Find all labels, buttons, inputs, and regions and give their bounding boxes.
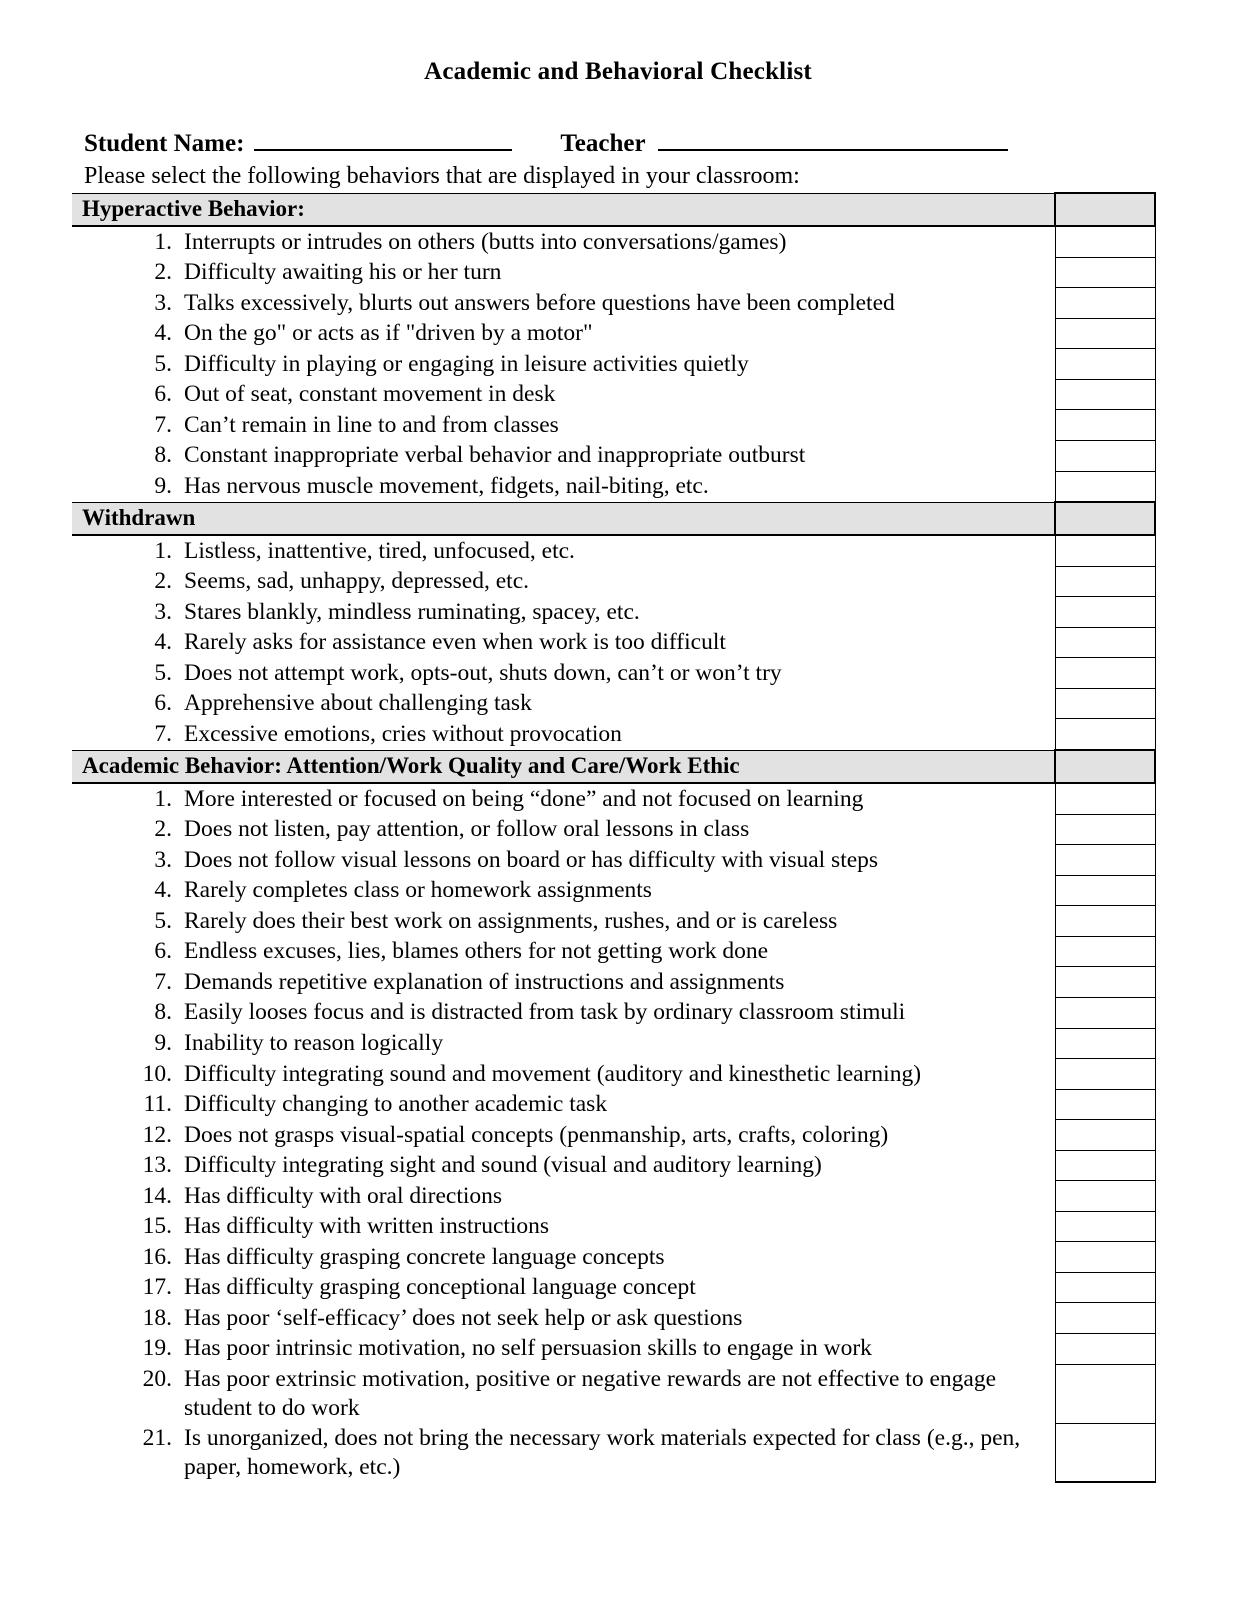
item-text-cell xyxy=(72,1028,1055,1059)
item-line xyxy=(72,350,1049,379)
item-line xyxy=(72,380,1049,409)
item-text-cell xyxy=(72,845,1055,876)
item-label: On the go" or acts as if "driven by a motor" xyxy=(184,320,593,347)
item-text-cell xyxy=(72,1333,1055,1364)
item-line xyxy=(72,1029,1049,1058)
item-label: Endless excuses, lies, blames others for not getting work done xyxy=(184,938,769,965)
item-line xyxy=(72,411,1049,440)
item-label: Difficulty integrating sight and sound (visual and auditory learning) xyxy=(184,1152,822,1179)
item-number: 3. xyxy=(154,289,172,316)
item-number: 1. xyxy=(154,537,172,564)
item-number: 9. xyxy=(154,1030,172,1056)
item-text-cell xyxy=(72,688,1055,719)
checklist-item-row xyxy=(72,257,1155,288)
item-number: 9. xyxy=(154,473,172,499)
item-line xyxy=(72,441,1049,470)
item-label: Seems, sad, unhappy, depressed, etc. xyxy=(184,568,530,595)
checklist-item-row xyxy=(72,566,1155,597)
item-line xyxy=(72,258,1049,287)
item-number: 17. xyxy=(142,1274,172,1301)
item-number: 18. xyxy=(142,1304,172,1331)
checklist-item-row xyxy=(72,410,1155,441)
item-line xyxy=(72,567,1049,596)
checklist-item-row xyxy=(72,1150,1155,1181)
item-label: Can’t remain in line to and from classes xyxy=(184,411,559,438)
item-checkbox-cell[interactable] xyxy=(1055,1333,1155,1364)
item-text-cell xyxy=(72,1211,1055,1242)
item-label: Out of seat, constant movement in desk xyxy=(184,381,556,408)
item-line xyxy=(72,1090,1049,1119)
item-text-cell xyxy=(72,1272,1055,1303)
item-line xyxy=(72,1212,1049,1241)
checklist-item-row xyxy=(72,471,1155,502)
item-text-cell xyxy=(72,997,1055,1028)
checklist-item-row xyxy=(72,627,1155,658)
item-text-cell xyxy=(72,1059,1055,1090)
item-text-cell xyxy=(72,1364,1055,1423)
checklist-item-row xyxy=(72,1272,1155,1303)
item-text-cell xyxy=(72,226,1055,258)
item-checkbox-cell[interactable] xyxy=(1055,1089,1155,1120)
item-checkbox-cell[interactable] xyxy=(1055,936,1155,967)
item-text-cell xyxy=(72,814,1055,845)
item-text-cell xyxy=(72,875,1055,906)
item-checkbox-cell[interactable] xyxy=(1055,906,1155,937)
section-header-checkbox-cell[interactable] xyxy=(1055,750,1155,783)
section-header-checkbox-cell[interactable] xyxy=(1055,193,1155,226)
item-checkbox-cell[interactable] xyxy=(1055,471,1155,502)
checklist-item-row xyxy=(72,535,1155,567)
item-number: 3. xyxy=(154,846,172,873)
item-label: Interrupts or intrudes on others (butts into conversations/games) xyxy=(184,228,787,255)
item-text-cell xyxy=(72,288,1055,319)
item-number: 1. xyxy=(154,785,172,812)
item-label: Has difficulty with oral directions xyxy=(184,1182,503,1209)
item-label: Demands repetitive explanation of instructions and assignments xyxy=(184,968,785,995)
item-line xyxy=(72,876,1049,905)
item-label: Rarely completes class or homework assignments xyxy=(184,877,652,904)
item-checkbox-cell[interactable] xyxy=(1055,1303,1155,1334)
item-checkbox-cell[interactable] xyxy=(1055,1423,1155,1482)
item-line xyxy=(72,659,1049,688)
item-checkbox-cell[interactable] xyxy=(1055,349,1155,380)
item-text-cell xyxy=(72,440,1055,471)
item-checkbox-cell[interactable] xyxy=(1055,783,1155,815)
item-checkbox-cell[interactable] xyxy=(1055,1059,1155,1090)
item-text-cell xyxy=(72,1120,1055,1151)
checklist-item-row xyxy=(72,1211,1155,1242)
item-label: Has poor ‘self-efficacy’ does not seek help or ask questions xyxy=(184,1304,743,1331)
item-number: 2. xyxy=(154,568,172,595)
item-line xyxy=(72,689,1049,718)
item-line xyxy=(72,598,1049,627)
item-number: 7. xyxy=(154,411,172,438)
item-number: 15. xyxy=(142,1213,172,1240)
item-line xyxy=(72,1060,1049,1089)
item-label: Excessive emotions, cries without provocation xyxy=(184,720,622,747)
item-text-cell xyxy=(72,936,1055,967)
item-number: 1. xyxy=(154,228,172,255)
instruction-text: Please select the following behaviors that are displayed in your classroom: xyxy=(84,163,800,189)
item-checkbox-cell[interactable] xyxy=(1055,1211,1155,1242)
item-checkbox-cell[interactable] xyxy=(1055,1150,1155,1181)
item-line xyxy=(72,1121,1049,1150)
section-header-checkbox-cell[interactable] xyxy=(1055,502,1155,535)
item-number: 8. xyxy=(154,999,172,1026)
item-text-cell xyxy=(72,1089,1055,1120)
item-label: Has poor intrinsic motivation, no self persuasion skills to engage in work xyxy=(184,1335,872,1362)
item-label: Difficulty integrating sound and movement (auditory and kinesthetic learning) xyxy=(184,1060,922,1087)
item-checkbox-cell[interactable] xyxy=(1055,845,1155,876)
section-header-row xyxy=(72,750,1155,783)
item-checkbox-cell[interactable] xyxy=(1055,1028,1155,1059)
section-header-row xyxy=(72,502,1155,535)
item-checkbox-cell[interactable] xyxy=(1055,410,1155,441)
item-label: More interested or focused on being “done” and not focused on learning xyxy=(184,785,864,812)
checklist-item-row xyxy=(72,1333,1155,1364)
item-number: 13. xyxy=(142,1152,172,1179)
checklist-item-row xyxy=(72,658,1155,689)
item-line xyxy=(72,628,1049,657)
item-label: Inability to reason logically xyxy=(184,1030,444,1056)
item-number: 2. xyxy=(154,816,172,843)
item-checkbox-cell[interactable] xyxy=(1055,566,1155,597)
item-line xyxy=(72,289,1049,318)
item-checkbox-cell[interactable] xyxy=(1055,967,1155,998)
item-text-cell xyxy=(72,1242,1055,1273)
item-line xyxy=(72,472,1049,501)
checklist-item-row xyxy=(72,875,1155,906)
item-number: 6. xyxy=(154,381,172,408)
checklist-item-row xyxy=(72,597,1155,628)
item-number: 5. xyxy=(154,907,172,934)
item-line xyxy=(72,907,1049,936)
item-checkbox-cell[interactable] xyxy=(1055,1120,1155,1151)
checklist-item-row xyxy=(72,845,1155,876)
item-text-cell xyxy=(72,471,1055,502)
checklist-item-row xyxy=(72,783,1155,815)
section-heading: Withdrawn xyxy=(72,502,1055,535)
item-line xyxy=(72,846,1049,875)
identity-line xyxy=(84,127,1144,159)
item-text-cell xyxy=(72,597,1055,628)
item-line xyxy=(72,1243,1049,1272)
item-line xyxy=(72,319,1049,348)
item-line xyxy=(72,998,1049,1027)
checklist-item-row xyxy=(72,226,1155,258)
item-checkbox-cell[interactable] xyxy=(1055,379,1155,410)
item-label: Stares blankly, mindless ruminating, spacey, etc. xyxy=(184,598,640,625)
checklist-item-row xyxy=(72,1059,1155,1090)
item-number: 6. xyxy=(154,938,172,965)
checklist-item-row xyxy=(72,318,1155,349)
item-checkbox-cell[interactable] xyxy=(1055,440,1155,471)
item-line xyxy=(72,1151,1049,1180)
item-label: Rarely asks for assistance even when work is too difficult xyxy=(184,629,726,656)
item-label: Difficulty awaiting his or her turn xyxy=(184,259,502,286)
item-number: 5. xyxy=(154,350,172,377)
item-text-cell xyxy=(72,658,1055,689)
item-checkbox-cell[interactable] xyxy=(1055,814,1155,845)
item-text-cell xyxy=(72,967,1055,998)
checklist-item-row xyxy=(72,1303,1155,1334)
item-text-cell xyxy=(72,627,1055,658)
item-checkbox-cell[interactable] xyxy=(1055,688,1155,719)
item-text-cell xyxy=(72,318,1055,349)
item-number: 21. xyxy=(142,1425,172,1452)
item-checkbox-cell[interactable] xyxy=(1055,1242,1155,1273)
item-number: 4. xyxy=(154,320,172,347)
item-text-cell xyxy=(72,535,1055,567)
teacher-label: Teacher xyxy=(560,130,646,157)
item-label: Difficulty changing to another academic task xyxy=(184,1091,608,1118)
section-heading: Academic Behavior: Attention/Work Quality and Care/Work Ethic xyxy=(72,750,1055,783)
item-number: 14. xyxy=(142,1182,172,1209)
checklist-item-row xyxy=(72,440,1155,471)
item-number: 3. xyxy=(154,598,172,625)
item-label: Does not follow visual lessons on board or has difficulty with visual steps xyxy=(184,846,879,873)
checklist-item-row xyxy=(72,688,1155,719)
checklist-item-row xyxy=(72,814,1155,845)
item-text-cell xyxy=(72,1181,1055,1212)
item-number: 12. xyxy=(142,1121,172,1148)
item-label: Has difficulty with written instructions xyxy=(184,1213,550,1240)
item-line xyxy=(72,1182,1049,1211)
item-label: Has nervous muscle movement, fidgets, nail-biting, etc. xyxy=(184,473,709,499)
item-line xyxy=(72,968,1049,997)
item-number: 4. xyxy=(154,629,172,656)
item-label: Has poor extrinsic motivation, positive or negative rewards are not effective to engage student to do work xyxy=(184,1366,997,1421)
item-number: 11. xyxy=(143,1091,172,1118)
item-label: Constant inappropriate verbal behavior and inappropriate outburst xyxy=(184,442,806,469)
checklist-item-row xyxy=(72,288,1155,319)
item-label: Does not listen, pay attention, or follow oral lessons in class xyxy=(184,816,750,843)
item-label: Difficulty in playing or engaging in leisure activities quietly xyxy=(184,350,749,377)
checklist-body xyxy=(72,193,1155,1482)
item-number: 7. xyxy=(154,720,172,747)
item-line xyxy=(72,937,1049,966)
item-line xyxy=(72,1334,1049,1363)
item-line xyxy=(72,720,1049,749)
item-text-cell xyxy=(72,566,1055,597)
checklist-item-row xyxy=(72,967,1155,998)
item-label: Talks excessively, blurts out answers before questions have been completed xyxy=(184,289,895,316)
item-checkbox-cell[interactable] xyxy=(1055,1181,1155,1212)
checklist-item-row xyxy=(72,1423,1155,1482)
item-line xyxy=(72,1273,1049,1302)
item-label: Rarely does their best work on assignments, rushes, and or is careless xyxy=(184,907,838,934)
item-checkbox-cell[interactable] xyxy=(1055,226,1155,258)
item-number: 6. xyxy=(154,690,172,717)
item-text-cell xyxy=(72,783,1055,815)
item-number: 7. xyxy=(154,968,172,995)
item-checkbox-cell[interactable] xyxy=(1055,288,1155,319)
item-number: 20. xyxy=(142,1366,172,1393)
checklist-item-row xyxy=(72,349,1155,380)
item-label: Does not attempt work, opts-out, shuts down, can’t or won’t try xyxy=(184,659,782,686)
item-checkbox-cell[interactable] xyxy=(1055,997,1155,1028)
item-checkbox-cell[interactable] xyxy=(1055,719,1155,750)
item-text-cell xyxy=(72,1150,1055,1181)
item-checkbox-cell[interactable] xyxy=(1055,658,1155,689)
item-checkbox-cell[interactable] xyxy=(1055,597,1155,628)
item-checkbox-cell[interactable] xyxy=(1055,1364,1155,1423)
item-label: Has difficulty grasping conceptional language concept xyxy=(184,1274,696,1301)
item-number: 8. xyxy=(154,442,172,469)
item-number: 2. xyxy=(154,259,172,286)
item-checkbox-cell[interactable] xyxy=(1055,535,1155,567)
item-line xyxy=(72,785,1049,814)
checklist-item-row xyxy=(72,1364,1155,1423)
item-text-cell xyxy=(72,257,1055,288)
item-text-cell xyxy=(72,719,1055,750)
item-label: Is unorganized, does not bring the necessary work materials expected for class (e.g., pen, paper, homework, etc.) xyxy=(184,1425,1021,1480)
item-number: 16. xyxy=(142,1243,172,1270)
item-label: Apprehensive about challenging task xyxy=(184,690,532,717)
item-text-cell xyxy=(72,1303,1055,1334)
item-checkbox-cell[interactable] xyxy=(1055,627,1155,658)
checklist-item-row xyxy=(72,1028,1155,1059)
checklist-item-row xyxy=(72,1242,1155,1273)
page-title: Academic and Behavioral Checklist xyxy=(424,58,812,85)
teacher-input[interactable] xyxy=(658,127,1008,151)
section-header-row xyxy=(72,193,1155,226)
item-checkbox-cell[interactable] xyxy=(1055,318,1155,349)
item-number: 4. xyxy=(154,877,172,904)
checklist-item-row xyxy=(72,719,1155,750)
item-text-cell xyxy=(72,349,1055,380)
checklist-item-row xyxy=(72,1089,1155,1120)
item-line xyxy=(72,815,1049,844)
item-label: Easily looses focus and is distracted from task by ordinary classroom stimuli xyxy=(184,999,906,1026)
item-number: 10. xyxy=(142,1060,172,1087)
checklist-item-row xyxy=(72,936,1155,967)
item-line xyxy=(72,1424,1049,1481)
checklist-item-row xyxy=(72,1120,1155,1151)
item-checkbox-cell[interactable] xyxy=(1055,1272,1155,1303)
item-checkbox-cell[interactable] xyxy=(1055,875,1155,906)
checklist-item-row xyxy=(72,1181,1155,1212)
item-number: 5. xyxy=(154,659,172,686)
item-text-cell xyxy=(72,410,1055,441)
item-text-cell xyxy=(72,1423,1055,1482)
item-text-cell xyxy=(72,379,1055,410)
item-text-cell xyxy=(72,906,1055,937)
item-line xyxy=(72,228,1049,257)
section-heading: Hyperactive Behavior: xyxy=(72,193,1055,226)
item-label: Does not grasps visual-spatial concepts (penmanship, arts, crafts, coloring) xyxy=(184,1121,889,1148)
checklist-item-row xyxy=(72,997,1155,1028)
item-checkbox-cell[interactable] xyxy=(1055,257,1155,288)
item-line xyxy=(72,1365,1049,1422)
item-label: Listless, inattentive, tired, unfocused, etc. xyxy=(184,537,575,564)
item-line xyxy=(72,1304,1049,1333)
item-line xyxy=(72,537,1049,566)
checklist-item-row xyxy=(72,379,1155,410)
checklist-table xyxy=(72,192,1156,1483)
student-name-label: Student Name: xyxy=(84,130,245,157)
item-number: 19. xyxy=(142,1335,172,1362)
student-name-input[interactable] xyxy=(254,127,512,151)
item-label: Has difficulty grasping concrete language concepts xyxy=(184,1243,665,1270)
checklist-item-row xyxy=(72,906,1155,937)
